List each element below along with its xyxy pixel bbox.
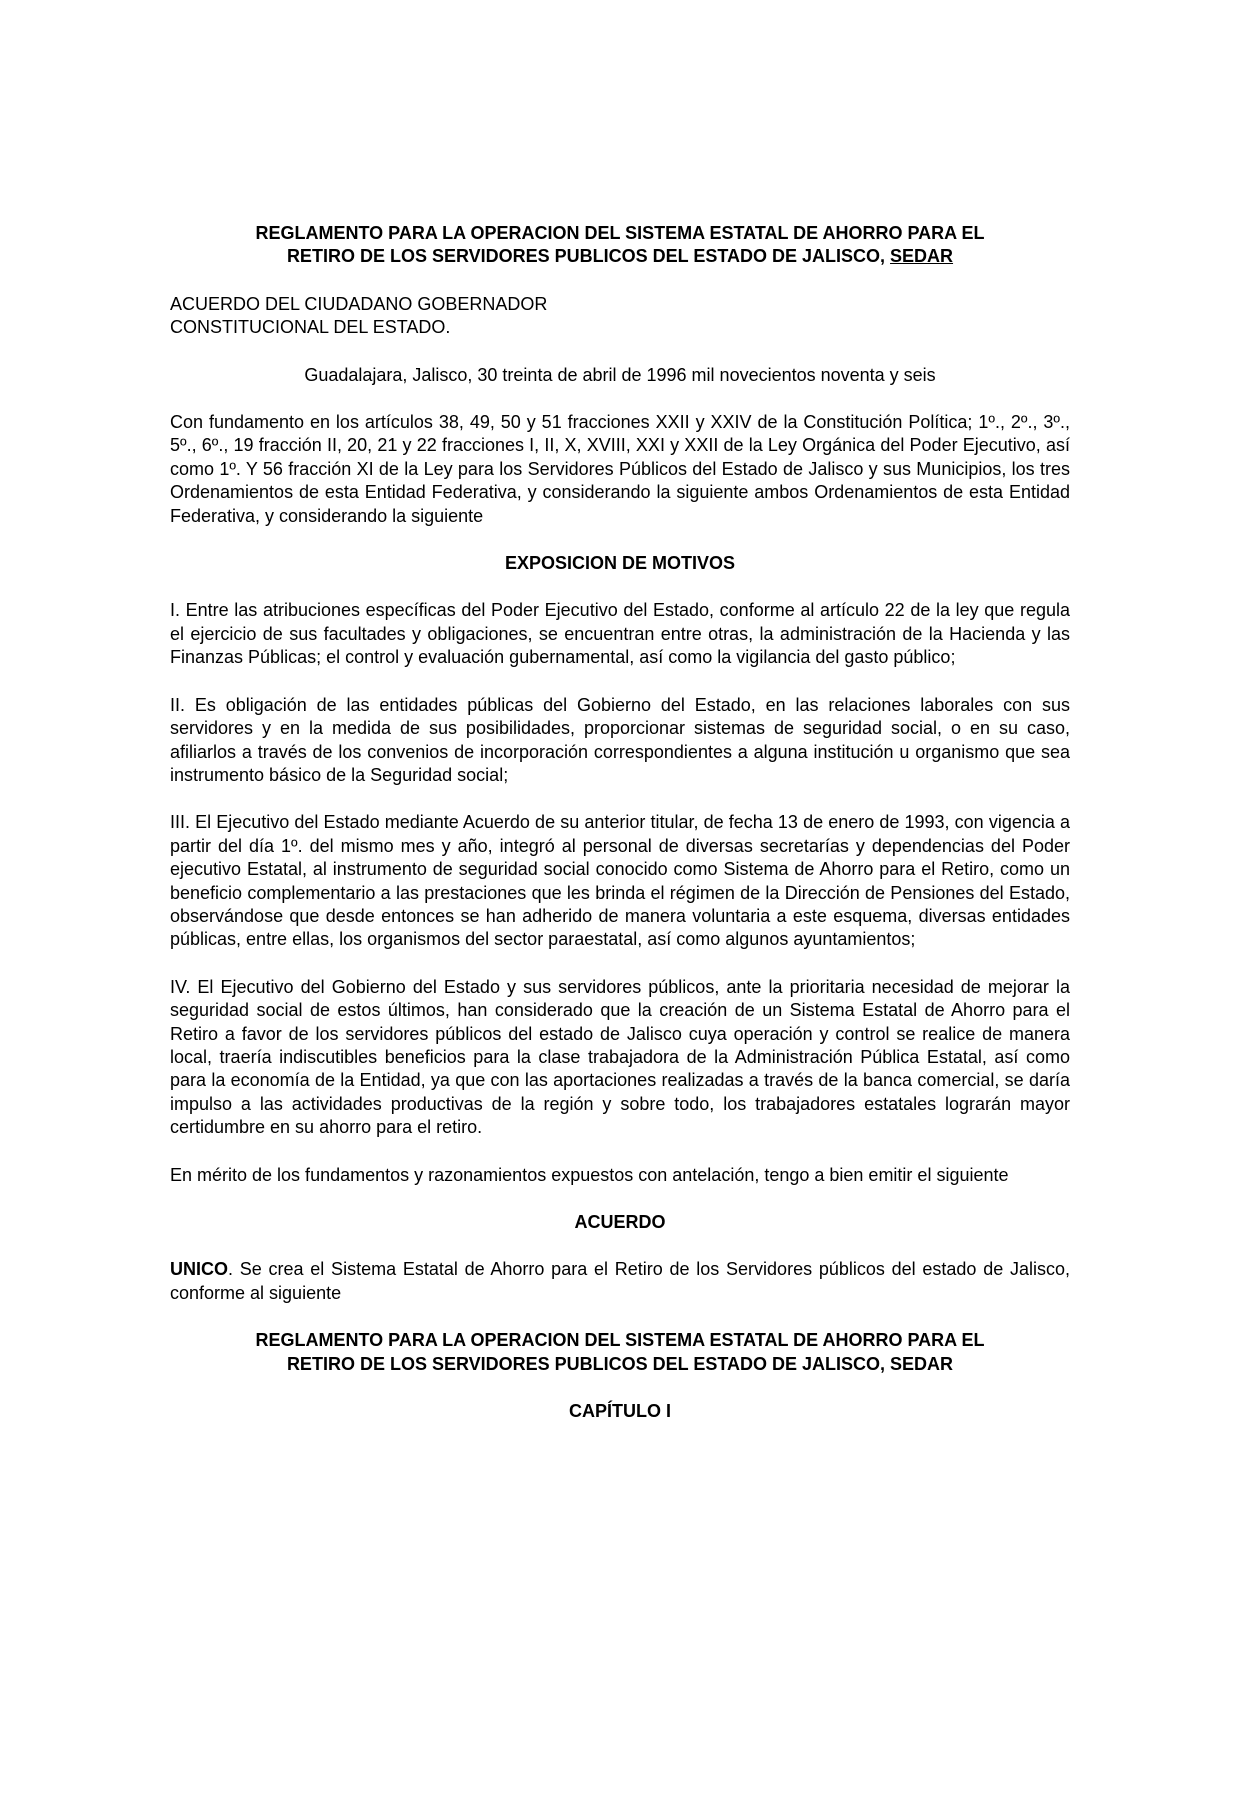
capitulo-heading: CAPÍTULO I [569,1401,671,1422]
document-title [170,222,1070,269]
unico-label: UNICO [170,1259,228,1280]
merito-paragraph: En mérito de los fundamentos y razonamientos expuestos con antelación, tengo a bien emitir el siguiente [170,1164,1009,1185]
motivo-paragraph-1: I. Entre las atribuciones específicas del Poder Ejecutivo del Estado, conforme al artículo 22 de la ley que regula el ejercicio de sus facultades y obligaciones, se encuentran entre otras, la administración de la Hacienda y las Finanzas Públicas; el control y evaluación gubernamental, así como la vigilancia del gasto público; [170,600,1070,668]
acuerdo-heading: ACUERDO [574,1212,666,1232]
title-acronym: SEDAR [890,246,954,267]
acuerdo-header [170,293,1070,340]
reglamento-heading [170,1329,1070,1376]
document-page [170,222,1070,1423]
fundamento-paragraph: Con fundamento en los artículos 38, 49, 50 y 51 fracciones XXII y XXIV de la Constitución Política; 1º., 2º., 3º., 5º., 6º., 19 fracción II, 20, 21 y 22 fracciones I, II, X, XVIII, XXI y XXII de la Ley Orgánica del Poder Ejecutivo, así como 1º. Y 56 fracción XI de la Ley para los Servidores Públicos del Estado de Jalisco y sus Municipios, los tres Ordenamientos de esta Entidad Federativa, y considerando la siguiente ambos Ordenamientos de esta Entidad Federativa, y considerando la siguiente [170,412,1070,526]
motivo-paragraph-3: III. El Ejecutivo del Estado mediante Acuerdo de su anterior titular, de fecha 13 de enero de 1993, con vigencia a partir del día 1º. del mismo mes y año, integró al personal de diversas secretarías y dependencias del Poder ejecutivo Estatal, al instrumento de seguridad social conocido como Sistema de Ahorro para el Retiro, como un beneficio complementario a las prestaciones que les brinda el régimen de la Dirección de Pensiones del Estado, observándose que desde entonces se han adherido de manera voluntaria a este esquema, diversas entidades públicas, entre ellas, los organismos del sector paraestatal, así como algunos ayuntamientos; [170,812,1070,950]
date-line: Guadalajara, Jalisco, 30 treinta de abril de 1996 mil novecientos noventa y seis [304,364,936,385]
acuerdo-header-line-2: CONSTITUCIONAL DEL ESTADO. [170,317,451,338]
reglamento-heading-line-1: REGLAMENTO PARA LA OPERACION DEL SISTEMA ESTATAL DE AHORRO PARA EL [255,1330,985,1351]
title-line-2: RETIRO DE LOS SERVIDORES PUBLICOS DEL ESTADO DE JALISCO, [286,246,891,267]
motivo-paragraph-2: II. Es obligación de las entidades públicas del Gobierno del Estado, en las relaciones laborales con sus servidores y en la medida de sus posibilidades, proporcionar sistemas de seguridad social, o en su caso, afiliarlos a través de los convenios de incorporación correspondientes a alguna institución u organismo que sea instrumento básico de la Seguridad social; [170,694,1070,785]
exposicion-heading: EXPOSICION DE MOTIVOS [504,553,736,574]
unico-text: . Se crea el Sistema Estatal de Ahorro para el Retiro de los Servidores públicos del estado de Jalisco, conforme al siguiente [170,1259,1070,1303]
motivo-paragraph-4: IV. El Ejecutivo del Gobierno del Estado y sus servidores públicos, ante la prioritaria necesidad de mejorar la seguridad social de estos últimos, han considerado que la creación de un Sistema Estatal de Ahorro para el Retiro a favor de los servidores públicos del estado de Jalisco cuya operación y control se realice de manera local, traería indiscutibles beneficios para la clase trabajadora de la Administración Pública Estatal, así como para la economía de la Entidad, ya que con las aportaciones realizadas a través de la banca comercial, se daría impulso a las actividades productivas de la región y sobre todo, los trabajadores estatales lograrán mayor certidumbre en su ahorro para el retiro. [170,976,1070,1138]
unico-paragraph [170,1258,1070,1305]
reglamento-heading-line-2: RETIRO DE LOS SERVIDORES PUBLICOS DEL ESTADO DE JALISCO, SEDAR [286,1353,954,1374]
acuerdo-header-line-1: ACUERDO DEL CIUDADANO GOBERNADOR [170,293,548,314]
title-line-1: REGLAMENTO PARA LA OPERACION DEL SISTEMA ESTATAL DE AHORRO PARA EL [255,223,985,243]
